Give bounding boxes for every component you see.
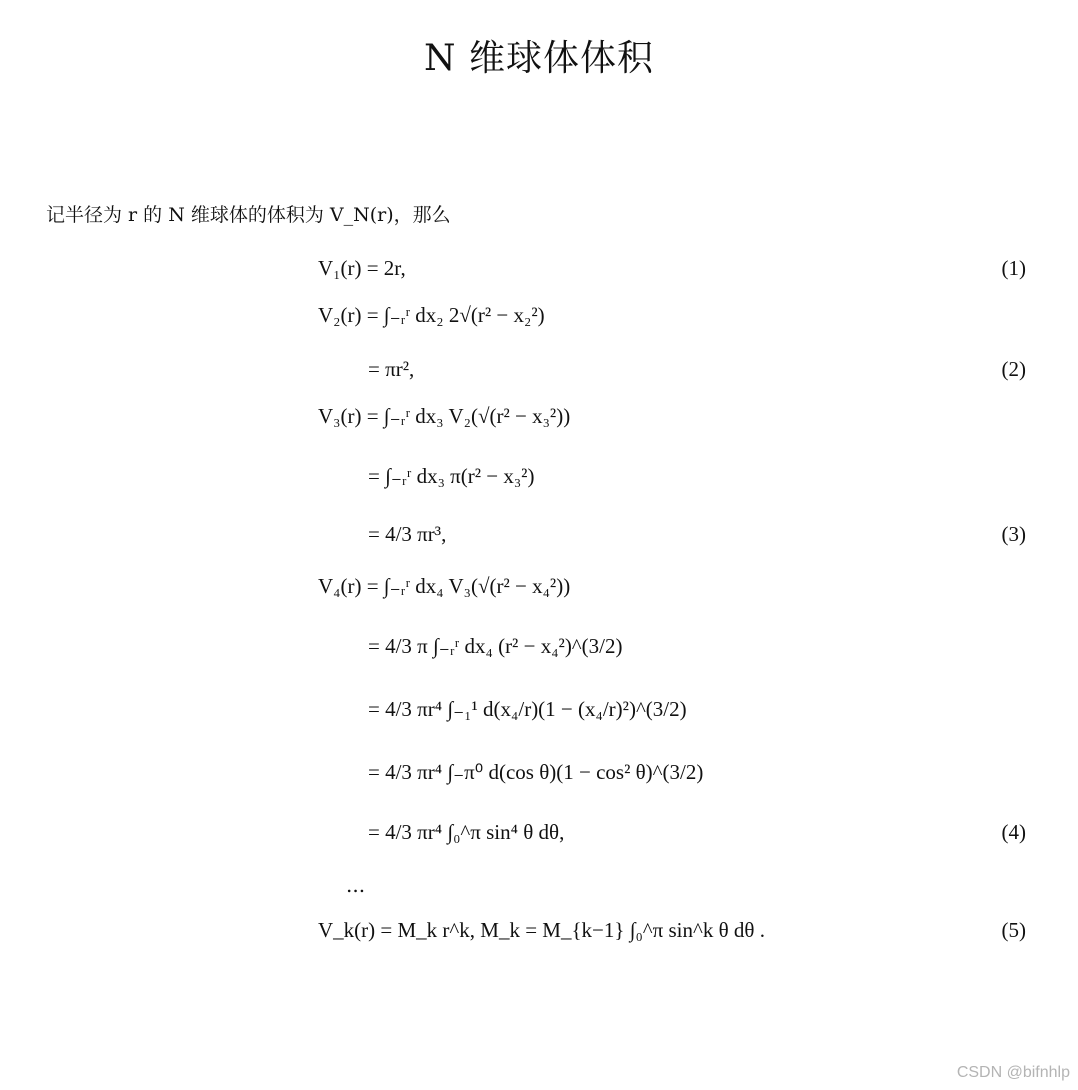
eq-rhs: = ∫₋ᵣʳ dx₂ 2√(r² − x₂²) xyxy=(366,303,545,327)
equation-3a xyxy=(318,404,570,429)
eq-rhs: = ∫₋ᵣʳ dx₄ V₃(√(r² − x₄²)) xyxy=(366,574,571,598)
equation-2b xyxy=(368,357,414,382)
eq-rhs: = 4/3 πr⁴ ∫₀^π sin⁴ θ dθ, xyxy=(368,820,565,844)
equation-number: (3) xyxy=(1001,522,1026,546)
eq-lhs: V₄(r) xyxy=(318,574,362,598)
eq-rhs: = 4/3 πr⁴ ∫₋π⁰ d(cos θ)(1 − cos² θ)^(3/2) xyxy=(368,760,704,784)
intro-sentence: 记半径为 r 的 N 维球体的体积为 V_N(r)，那么 xyxy=(46,204,451,226)
document-title: N 维球体体积 xyxy=(424,38,654,79)
equation-4c xyxy=(368,697,687,722)
equation-4d xyxy=(368,760,703,785)
equation-3b xyxy=(368,464,534,489)
equation-2a xyxy=(318,303,545,328)
equation-number: (4) xyxy=(1001,820,1026,844)
eq-lhs: V₁(r) xyxy=(318,256,362,280)
eq-rhs: = 2r, xyxy=(366,256,406,280)
eq-rhs: = 4/3 πr³, xyxy=(368,522,447,546)
eq-lhs: V₃(r) xyxy=(318,404,362,428)
eq-lhs: V_k(r) xyxy=(318,918,376,942)
watermark: CSDN @bifnhlp xyxy=(956,1064,1070,1081)
ellipsis: ... xyxy=(346,873,366,897)
equation-4a xyxy=(318,574,570,599)
equation-number: (2) xyxy=(1001,357,1026,381)
equation-3c xyxy=(368,522,446,547)
eq-lhs: V₂(r) xyxy=(318,303,362,327)
equation-1 xyxy=(318,256,406,281)
eq-rhs: = πr², xyxy=(368,357,415,381)
eq-rhs: = 4/3 πr⁴ ∫₋₁¹ d(x₄/r)(1 − (x₄/r)²)^(3/2) xyxy=(368,697,687,721)
eq-rhs: = 4/3 π ∫₋ᵣʳ dx₄ (r² − x₄²)^(3/2) xyxy=(368,634,623,658)
equation-5 xyxy=(318,918,765,943)
eq-rhs: = ∫₋ᵣʳ dx₃ π(r² − x₃²) xyxy=(368,464,535,488)
equation-number: (1) xyxy=(1001,256,1026,280)
equation-4e xyxy=(368,820,564,845)
equation-number: (5) xyxy=(1001,918,1026,942)
eq-rhs: = M_k r^k, M_k = M_{k−1} ∫₀^π sin^k θ dθ . xyxy=(380,918,765,942)
equation-4b xyxy=(368,634,622,659)
eq-rhs: = ∫₋ᵣʳ dx₃ V₂(√(r² − x₃²)) xyxy=(366,404,571,428)
